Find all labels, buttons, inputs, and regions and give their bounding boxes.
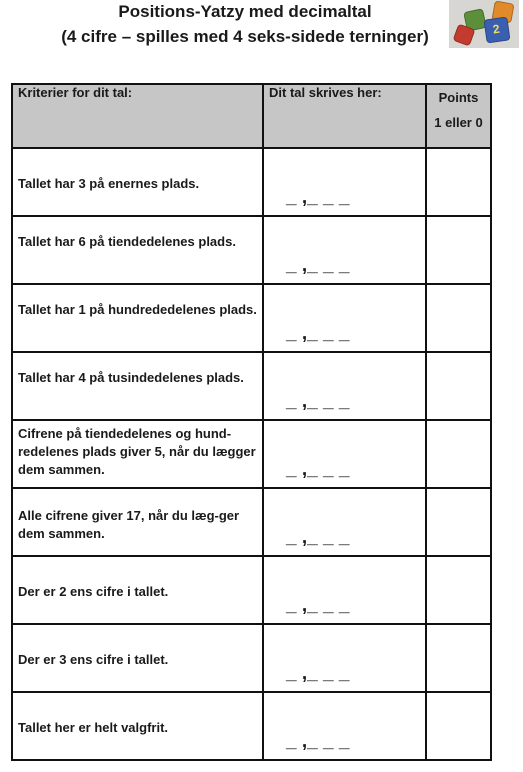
criteria-text: Tallet har 1 på hundrededelenes plads. <box>18 302 257 317</box>
table-row <box>12 284 491 352</box>
number-cell[interactable] <box>263 148 426 216</box>
number-blank: _ ,_ _ _ <box>286 731 350 752</box>
number-cell[interactable] <box>263 352 426 420</box>
die-label: 2 <box>491 21 501 37</box>
number-cell[interactable] <box>263 420 426 488</box>
points-cell[interactable] <box>426 216 491 284</box>
page-subtitle: (4 cifre – spilles med 4 seks-sidede terninger) <box>61 27 429 46</box>
criteria-text: Tallet har 6 på tiendedelenes plads. <box>18 234 236 249</box>
criteria-text: Tallet har 3 på enernes plads. <box>18 176 200 191</box>
table-row <box>12 352 491 420</box>
number-cell[interactable] <box>263 692 426 760</box>
header-criteria: Kriterier for dit tal: <box>12 84 263 148</box>
table-row <box>12 556 491 624</box>
table-row <box>12 624 491 692</box>
criteria-text: Tallet her er helt valgfrit. <box>18 720 169 735</box>
number-blank: _ ,_ _ _ <box>286 391 350 412</box>
header-points-label: Points <box>438 90 479 105</box>
header-number: Dit tal skrives her: <box>263 84 426 148</box>
criteria-text: Der er 3 ens cifre i tallet. <box>18 652 169 667</box>
criteria-cell <box>12 556 263 624</box>
number-blank: _ ,_ _ _ <box>286 459 350 480</box>
points-cell[interactable] <box>426 488 491 556</box>
table-row <box>12 148 491 216</box>
number-cell[interactable] <box>263 624 426 692</box>
points-cell[interactable] <box>426 148 491 216</box>
number-blank: _ ,_ _ _ <box>286 323 350 344</box>
blue-die-icon <box>483 16 510 43</box>
criteria-text: Der er 2 ens cifre i tallet. <box>18 584 169 599</box>
yatzy-table <box>11 83 492 761</box>
number-blank: _ ,_ _ _ <box>286 595 350 616</box>
criteria-cell <box>12 148 263 216</box>
number-cell[interactable] <box>263 284 426 352</box>
criteria-cell <box>12 420 263 488</box>
criteria-cell <box>12 284 263 352</box>
points-cell[interactable] <box>426 352 491 420</box>
criteria-text: Alle cifrene giver 17, når du læg-ger dem sammen. <box>18 508 240 541</box>
dice-icon <box>449 0 519 48</box>
number-blank: _ ,_ _ _ <box>286 527 350 548</box>
number-blank: _ ,_ _ _ <box>286 663 350 684</box>
points-cell[interactable] <box>426 420 491 488</box>
number-cell[interactable] <box>263 556 426 624</box>
title-block <box>0 0 490 47</box>
points-cell[interactable] <box>426 624 491 692</box>
header-points-range: 1 eller 0 <box>434 115 483 130</box>
criteria-text: Cifrene på tiendedelenes og hund-redelenes plads giver 5, når du lægger dem sammen. <box>18 426 256 477</box>
criteria-cell <box>12 352 263 420</box>
criteria-cell <box>12 488 263 556</box>
criteria-cell <box>12 624 263 692</box>
table-row <box>12 488 491 556</box>
page-title: Positions-Yatzy med decimaltal <box>118 2 372 21</box>
table-row <box>12 692 491 760</box>
table-header-row <box>12 84 491 148</box>
table-row <box>12 216 491 284</box>
criteria-cell <box>12 692 263 760</box>
number-cell[interactable] <box>263 216 426 284</box>
number-blank: _ ,_ _ _ <box>286 187 350 208</box>
points-cell[interactable] <box>426 692 491 760</box>
points-cell[interactable] <box>426 284 491 352</box>
table-row <box>12 420 491 488</box>
criteria-text: Tallet har 4 på tusindedelenes plads. <box>18 370 244 385</box>
header-points <box>426 84 491 148</box>
number-blank: _ ,_ _ _ <box>286 255 350 276</box>
number-cell[interactable] <box>263 488 426 556</box>
criteria-cell <box>12 216 263 284</box>
points-cell[interactable] <box>426 556 491 624</box>
